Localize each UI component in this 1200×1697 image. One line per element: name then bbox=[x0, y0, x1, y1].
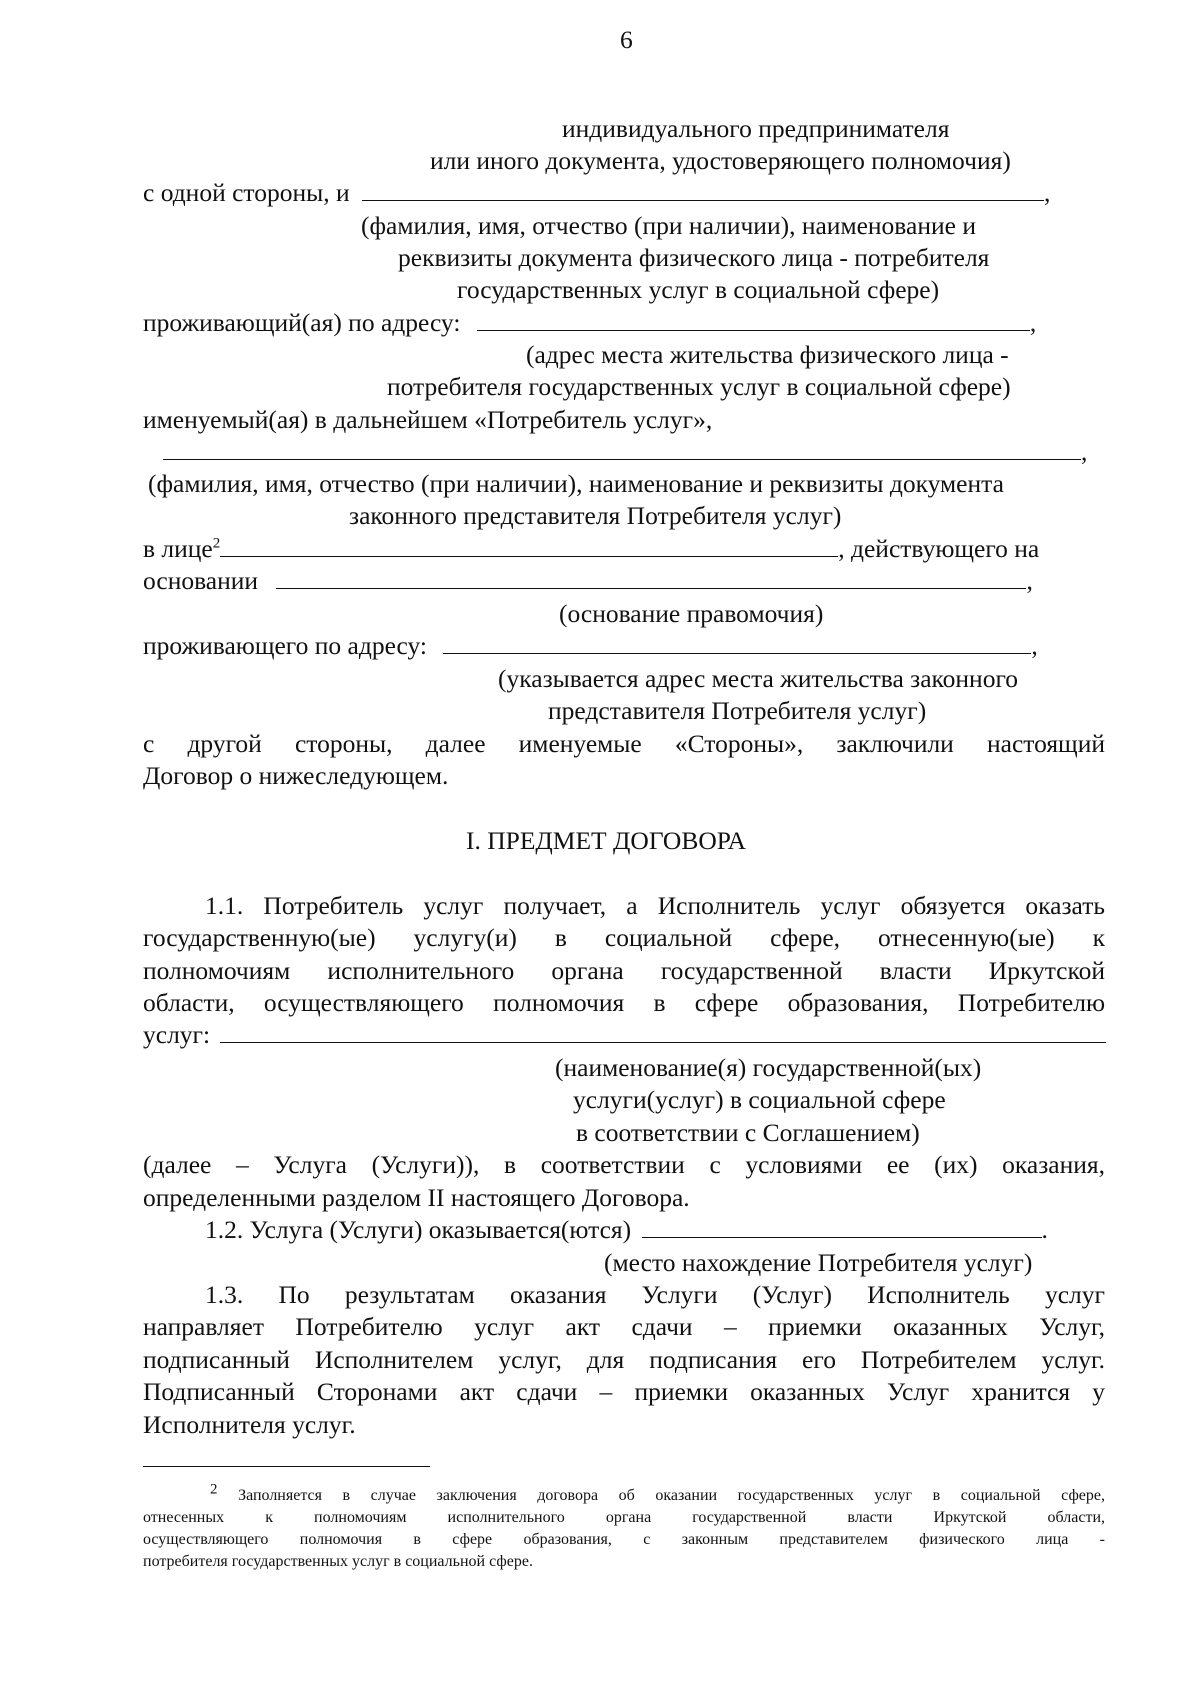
clause-1-3-line-1: 1.3. По результатам оказания Услуги (Услуг) Исполнитель услуг bbox=[205, 1280, 1105, 1309]
rep-address-blank[interactable] bbox=[443, 631, 1031, 654]
basis-blank[interactable] bbox=[276, 566, 1026, 589]
residence-line: проживающий(ая) по адресу: , bbox=[143, 308, 1037, 337]
clause-1-1-line-4: области, осуществляющего полномочия в сфере образования, Потребителю bbox=[143, 988, 1105, 1017]
party-one-line: с одной стороны, и , bbox=[143, 178, 1051, 207]
basis-prefix: основании bbox=[143, 566, 259, 595]
closing-line-1: с другой стороны, далее именуемые «Стороны», заключили настоящий bbox=[143, 729, 1105, 758]
acting-suffix: , действующего на bbox=[838, 534, 1040, 563]
residence-prefix: проживающий(ая) по адресу: bbox=[143, 308, 461, 337]
basis-caption: (основание правомочия) bbox=[559, 599, 824, 628]
location-blank[interactable] bbox=[642, 1215, 1042, 1238]
footnote-line-4: потребителя государственных услуг в социальной сфере. bbox=[143, 1553, 533, 1570]
footnote-line-1 bbox=[210, 1481, 1106, 1506]
representative-caption-1: (фамилия, имя, отчество (при наличии), наименование и реквизиты документа bbox=[148, 469, 1004, 498]
header-line-1: индивидуального предпринимателя bbox=[562, 114, 950, 143]
representative-caption-2: законного представителя Потребителя услуг) bbox=[349, 501, 842, 530]
representative-blank[interactable] bbox=[163, 437, 1081, 460]
clause-1-1-after-2: определенными разделом II настоящего Договора. bbox=[143, 1183, 690, 1212]
footnote-divider bbox=[143, 1466, 430, 1467]
residence-blank[interactable] bbox=[477, 308, 1030, 331]
rep-address-caption-2: представителя Потребителя услуг) bbox=[548, 696, 927, 725]
clause-1-3-line-4: Подписанный Сторонами акт сдачи – приемки оказанных Услуг хранится у bbox=[143, 1377, 1105, 1406]
footnote-line-3: осуществляющего полномочия в сфере образования, с законным представителем физического лица - bbox=[143, 1531, 1105, 1548]
section-title: I. ПРЕДМЕТ ДОГОВОРА bbox=[466, 826, 747, 855]
footnote-text-1: Заполняется в случае заключения договора об оказании государственных услуг в социальной сфере, bbox=[238, 1487, 1106, 1504]
person-line bbox=[143, 533, 1039, 565]
clause-1-3-line-3: подписанный Исполнителем услуг, для подписания его Потребителем услуг. bbox=[143, 1345, 1105, 1374]
party-one-blank[interactable] bbox=[362, 178, 1044, 201]
person-blank[interactable] bbox=[220, 534, 838, 557]
party-one-prefix: с одной стороны, и bbox=[143, 178, 350, 207]
person-prefix: в лице bbox=[143, 534, 213, 563]
header-line-2: или иного документа, удостоверяющего полномочия) bbox=[430, 146, 1011, 175]
clause-1-2-caption: (место нахождение Потребителя услуг) bbox=[604, 1248, 1033, 1277]
clause-1-3-line-2: направляет Потребителю услуг акт сдачи – приемки оказанных Услуг, bbox=[143, 1312, 1105, 1341]
named-as-line: именуемый(ая) в дальнейшем «Потребитель услуг», bbox=[143, 405, 713, 434]
clause-1-1-after-1: (далее – Услуга (Услуги)), в соответствии с условиями ее (их) оказания, bbox=[143, 1150, 1105, 1179]
clause-1-1-caption-1: (наименование(я) государственной(ых) bbox=[555, 1053, 982, 1082]
clause-1-1-caption-2: услуги(услуг) в социальной сфере bbox=[573, 1085, 946, 1114]
footnote-number: 2 bbox=[210, 1481, 218, 1498]
residence-caption-2: потребителя государственных услуг в социальной сфере) bbox=[387, 372, 1011, 401]
party-one-caption-3: государственных услуг в социальной сфере) bbox=[457, 275, 940, 304]
clause-1-1-line-1: 1.1. Потребитель услуг получает, а Исполнитель услуг обязуется оказать bbox=[205, 891, 1105, 920]
rep-address-prefix: проживающего по адресу: bbox=[143, 631, 427, 660]
party-one-caption-1: (фамилия, имя, отчество (при наличии), наименование и bbox=[361, 211, 976, 240]
footnote-mark: 2 bbox=[212, 535, 221, 552]
residence-caption-1: (адрес места жительства физического лица - bbox=[526, 340, 1009, 369]
rep-address-line: проживающего по адресу: , bbox=[143, 631, 1038, 660]
clause-1-1-line-3: полномочиям исполнительного органа государственной власти Иркутской bbox=[143, 956, 1105, 985]
page-number: 6 bbox=[620, 25, 633, 54]
clause-1-1-caption-3: в соответствии с Соглашением) bbox=[576, 1118, 920, 1147]
clause-1-1-line-2: государственную(ые) услугу(и) в социальной сфере, отнесенную(ые) к bbox=[143, 923, 1105, 952]
clause-1-1-label: услуг: bbox=[143, 1020, 211, 1049]
basis-line: основании , bbox=[143, 566, 1033, 595]
rep-address-caption-1: (указывается адрес места жительства законного bbox=[498, 664, 1019, 693]
clause-1-2-line: 1.2. Услуга (Услуги) оказывается(ются) . bbox=[205, 1215, 1048, 1244]
party-one-caption-2: реквизиты документа физического лица - потребителя bbox=[398, 243, 990, 272]
clause-1-2-text: 1.2. Услуга (Услуги) оказывается(ются) bbox=[205, 1215, 632, 1244]
footnote-line-2: отнесенных к полномочиям исполнительного органа государственной власти Иркутской области, bbox=[143, 1509, 1105, 1526]
representative-line: , bbox=[163, 436, 1087, 468]
closing-line-2: Договор о нижеследующем. bbox=[143, 761, 449, 790]
clause-1-1-label-line bbox=[143, 1019, 1106, 1051]
service-name-blank[interactable] bbox=[220, 1020, 1106, 1043]
clause-1-3-line-5: Исполнителя услуг. bbox=[143, 1410, 356, 1439]
